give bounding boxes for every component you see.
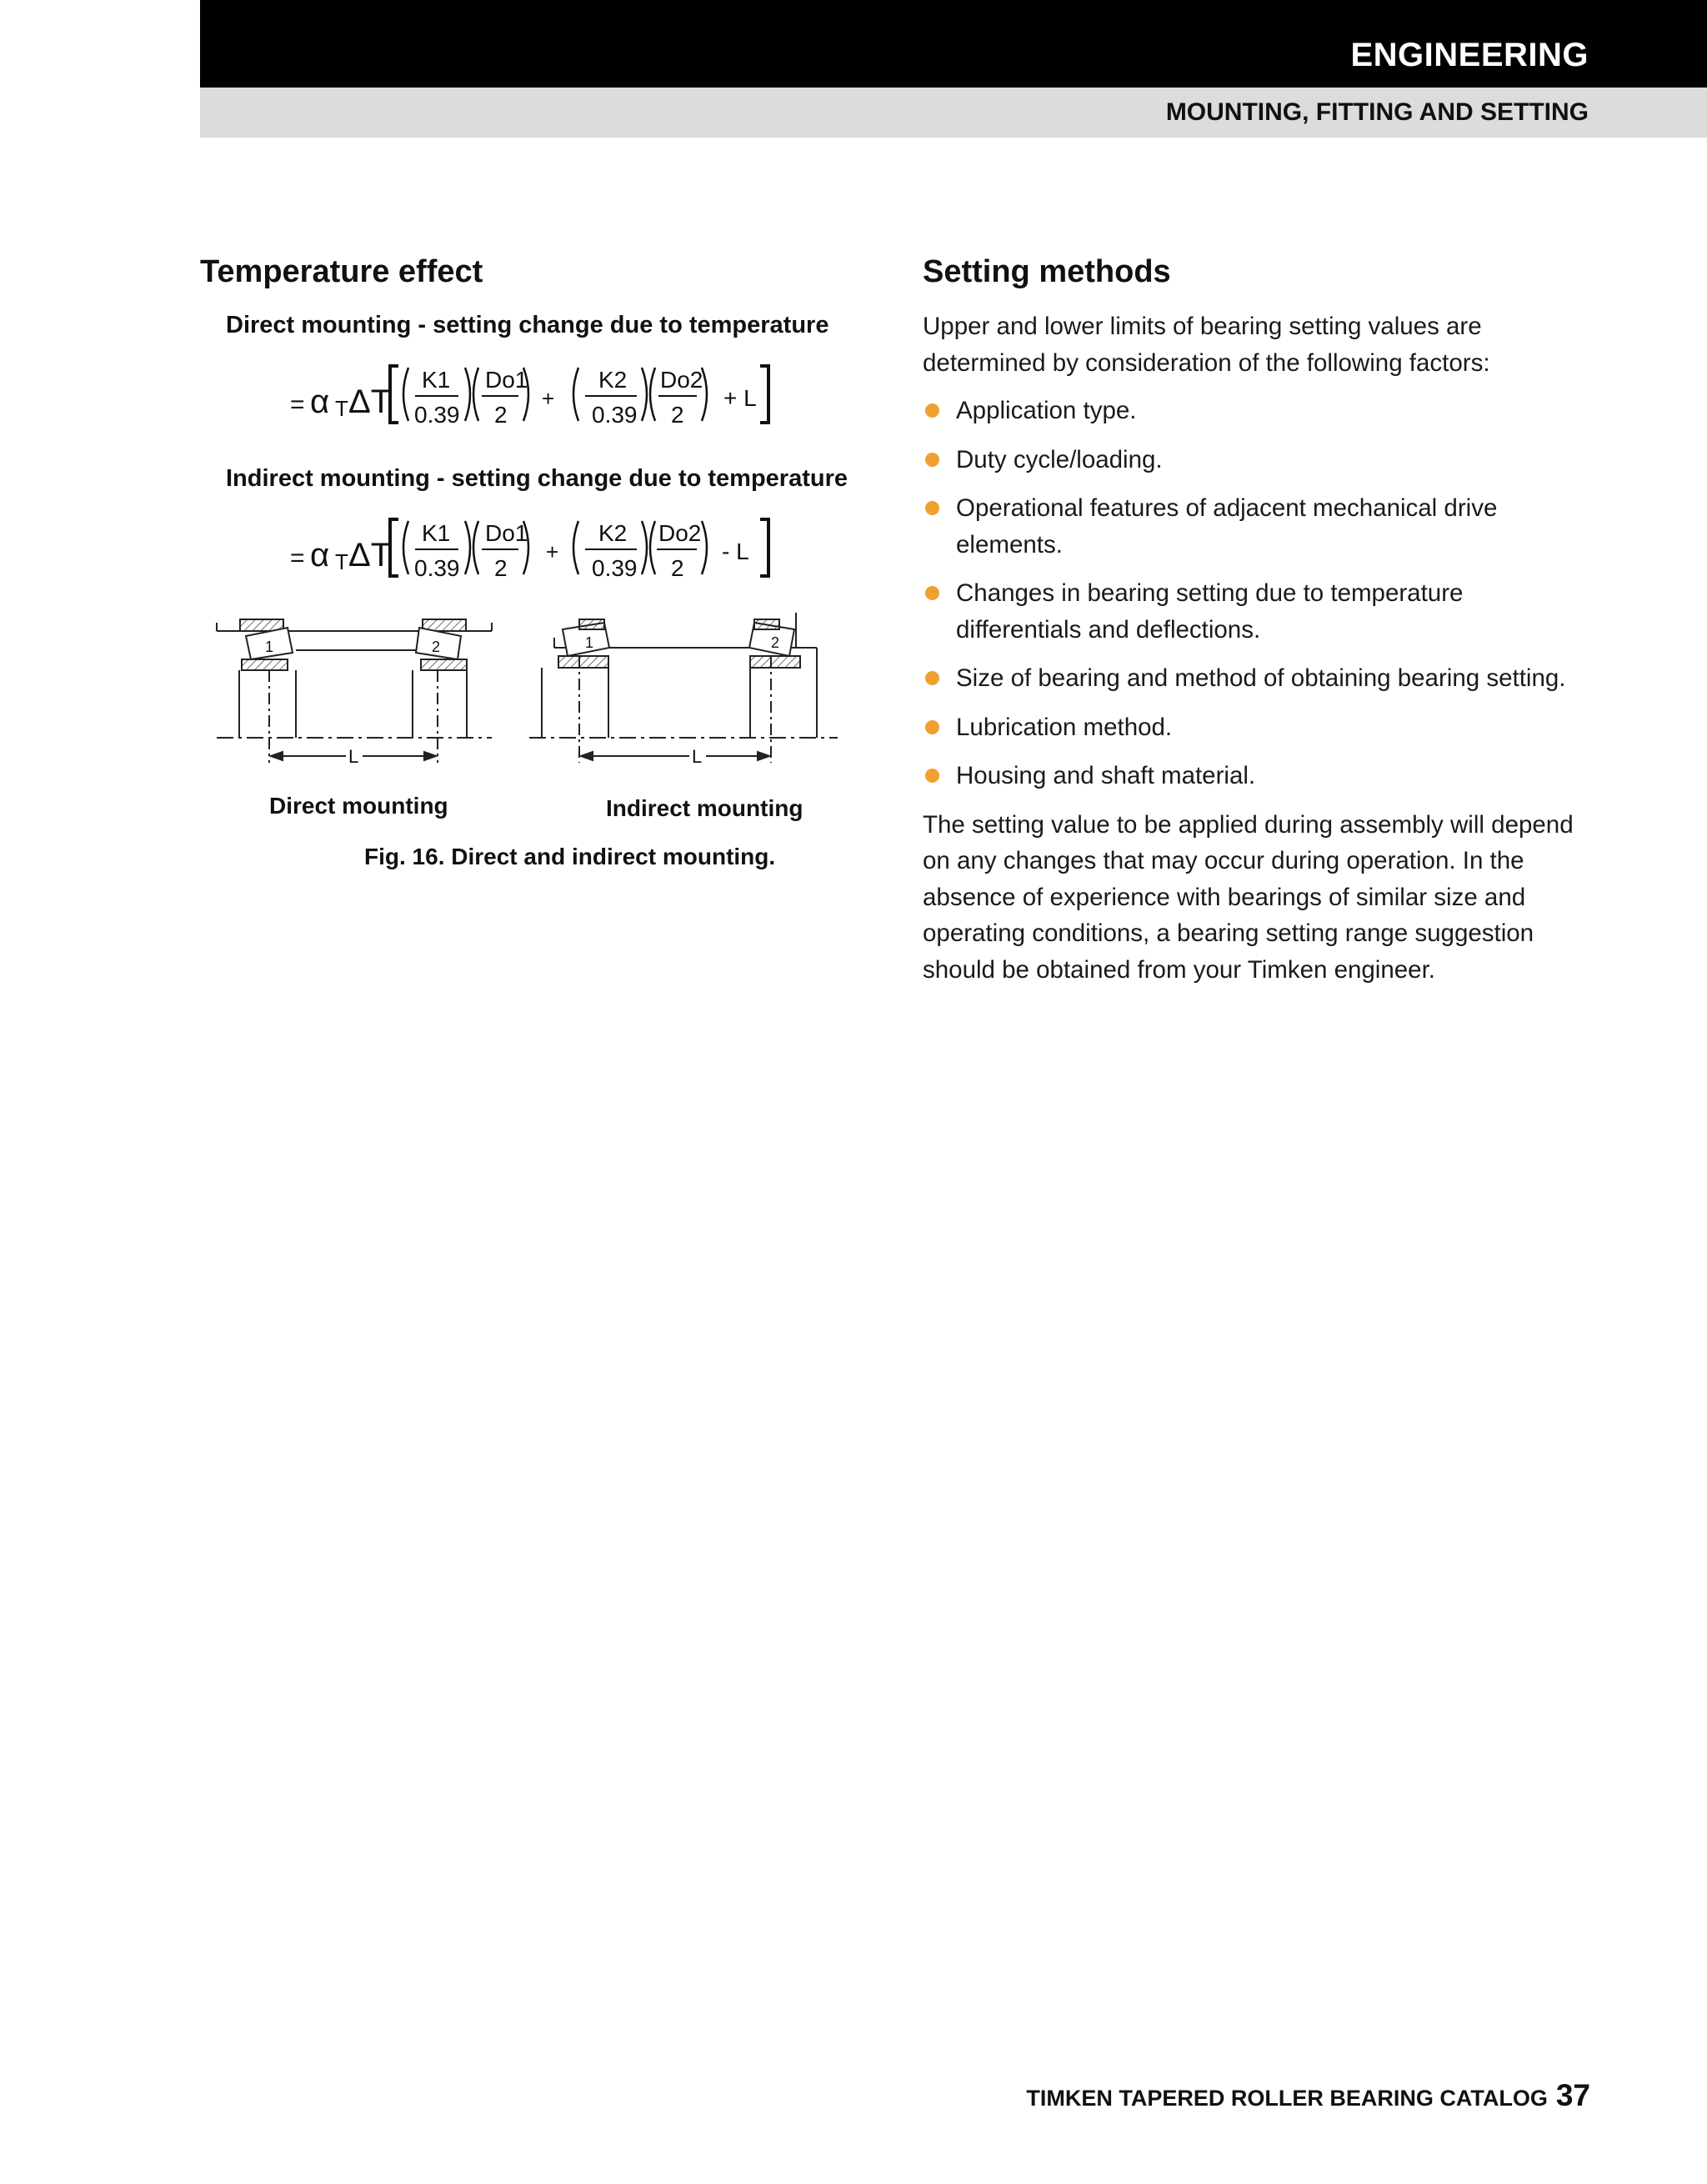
denominator: 0.39 [592, 402, 638, 428]
figure-caption: Fig. 16. Direct and indirect mounting. [364, 844, 776, 869]
denominator: 0.39 [414, 555, 460, 581]
k1: K1 [422, 367, 451, 393]
header-bar [200, 0, 1707, 88]
dimension-l: L [692, 746, 703, 767]
list-item: Operational features of adjacent mechanical drive elements. [923, 490, 1594, 563]
formula-alpha: α [310, 383, 330, 420]
page-footer [1026, 2078, 1590, 2113]
bullet-dot-icon [925, 720, 939, 734]
mounting-diagram [213, 604, 846, 771]
denominator: 2 [671, 402, 684, 428]
indirect-mounting-label: Indirect mounting [606, 795, 803, 821]
denominator: 2 [494, 402, 508, 428]
indirect-mounting-formula [275, 508, 859, 591]
formula-alpha: α [310, 537, 330, 574]
k2: K2 [598, 367, 628, 393]
d-o1: Do1 [485, 367, 528, 393]
formula-equals: = [290, 391, 305, 418]
bullet-dot-icon [925, 671, 939, 685]
setting-methods-heading: Setting methods [923, 254, 1171, 289]
bearing-number-1: 1 [585, 634, 594, 651]
formula-delta-t: ΔT [348, 537, 392, 574]
d-o2: Do2 [658, 520, 702, 546]
plus: + [542, 386, 555, 411]
formula-alpha-sub: T [335, 396, 348, 421]
list-item: Lubrication method. [923, 709, 1594, 746]
list-item: Application type. [923, 393, 1594, 429]
formula-equals: = [290, 544, 305, 572]
minus-l: - L [722, 538, 749, 564]
subsection-title: MOUNTING, FITTING AND SETTING [1165, 98, 1589, 126]
setting-methods-body [923, 308, 1594, 988]
right-bracket [760, 519, 768, 576]
direct-mounting-formula-title: Direct mounting - setting change due to temperature [226, 312, 829, 338]
subheader-bar [200, 88, 1707, 138]
denominator: 2 [671, 555, 684, 581]
k2: K2 [598, 520, 628, 546]
direct-mounting-drawing [217, 619, 492, 763]
intro-paragraph: Upper and lower limits of bearing setting values are determined by consideration of the following factors: [923, 313, 1490, 377]
indirect-mounting-formula-title: Indirect mounting - setting change due to temperature [226, 465, 848, 492]
indirect-mounting-drawing [529, 613, 838, 763]
plus-l: + L [723, 385, 757, 411]
left-bracket [390, 519, 398, 576]
bearing-number-1: 1 [265, 639, 274, 655]
formula-delta-t: ΔT [348, 383, 392, 420]
list-item: Size of bearing and method of obtaining bearing setting. [923, 660, 1594, 697]
bullet-dot-icon [925, 769, 939, 783]
d-o1: Do1 [485, 520, 528, 546]
page-number: 37 [1555, 2078, 1590, 2112]
plus: + [546, 539, 559, 564]
bullet-dot-icon [925, 586, 939, 600]
list-item: Duty cycle/loading. [923, 442, 1594, 478]
denominator: 2 [494, 555, 508, 581]
right-bracket [760, 366, 768, 423]
denominator: 0.39 [414, 402, 460, 428]
k1: K1 [422, 520, 451, 546]
closing-paragraph: The setting value to be applied during assembly will depend on any changes that may occur during operation. In the absence of experience with bearings of similar size and operating conditions, a bearing setting range suggestion should be obtained from your Timken engineer. [923, 810, 1574, 984]
bullet-dot-icon [925, 403, 939, 418]
direct-mounting-label: Direct mounting [269, 793, 448, 819]
list-item: Changes in bearing setting due to temperature differentials and deflections. [923, 575, 1594, 648]
bullet-dot-icon [925, 453, 939, 467]
left-bracket [390, 366, 398, 423]
bearing-number-2: 2 [432, 639, 441, 655]
catalog-title: TIMKEN TAPERED ROLLER BEARING CATALOG [1026, 2086, 1548, 2111]
formula-alpha-sub: T [335, 549, 348, 574]
temperature-effect-heading: Temperature effect [200, 254, 483, 289]
dimension-l: L [348, 746, 359, 767]
direct-mounting-formula [275, 354, 859, 438]
list-item: Housing and shaft material. [923, 758, 1594, 794]
bullet-dot-icon [925, 501, 939, 515]
factors-list [923, 393, 1594, 794]
bearing-number-2: 2 [771, 634, 780, 651]
section-title: ENGINEERING [1350, 37, 1589, 73]
d-o2: Do2 [660, 367, 703, 393]
denominator: 0.39 [592, 555, 638, 581]
